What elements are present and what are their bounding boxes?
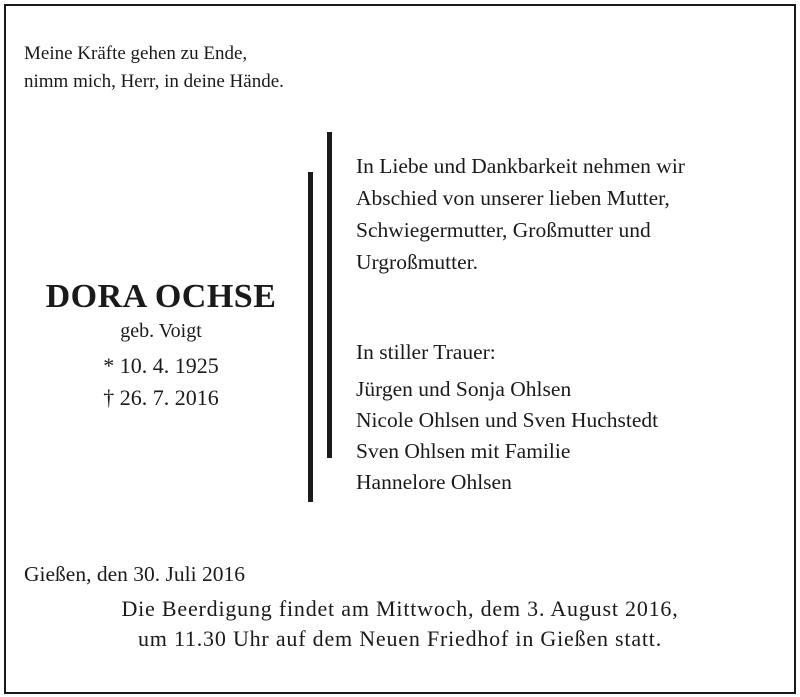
mourner-name: Jürgen und Sonja Ohlsen bbox=[356, 377, 572, 401]
maiden-name: geb. Voigt bbox=[120, 320, 202, 342]
mourner-name: Nicole Ohlsen und Sven Huchstedt bbox=[356, 408, 659, 432]
death-date: † 26. 7. 2016 bbox=[103, 385, 219, 410]
place-and-date: Gießen, den 30. Juli 2016 bbox=[24, 562, 245, 586]
deceased-info bbox=[18, 278, 304, 414]
birth-date: * 10. 4. 1925 bbox=[103, 353, 219, 378]
farewell-line: In Liebe und Dankbarkeit nehmen wir bbox=[356, 154, 685, 178]
funeral-notice bbox=[24, 594, 776, 654]
farewell-line: Urgroßmutter. bbox=[356, 250, 479, 274]
mourners-heading: In stiller Trauer: bbox=[356, 340, 496, 364]
motto-line: Meine Kräfte gehen zu Ende, bbox=[24, 43, 248, 64]
deceased-name: DORA OCHSE bbox=[45, 278, 277, 315]
motto-verse bbox=[24, 40, 284, 96]
funeral-line: um 11.30 Uhr auf dem Neuen Friedhof in Gießen statt. bbox=[137, 626, 663, 651]
mourners-list bbox=[356, 374, 658, 498]
divider-bar-right bbox=[327, 132, 332, 458]
mourner-name: Sven Ohlsen mit Familie bbox=[356, 439, 571, 463]
motto-line: nimm mich, Herr, in deine Hände. bbox=[24, 71, 284, 92]
divider-bar-left bbox=[308, 172, 313, 502]
farewell-text bbox=[356, 150, 685, 278]
funeral-line: Die Beerdigung findet am Mittwoch, dem 3. August 2016, bbox=[121, 596, 679, 621]
farewell-line: Schwiegermutter, Großmutter und bbox=[356, 218, 651, 242]
farewell-line: Abschied von unserer lieben Mutter, bbox=[356, 186, 670, 210]
mourner-name: Hannelore Ohlsen bbox=[356, 470, 512, 494]
